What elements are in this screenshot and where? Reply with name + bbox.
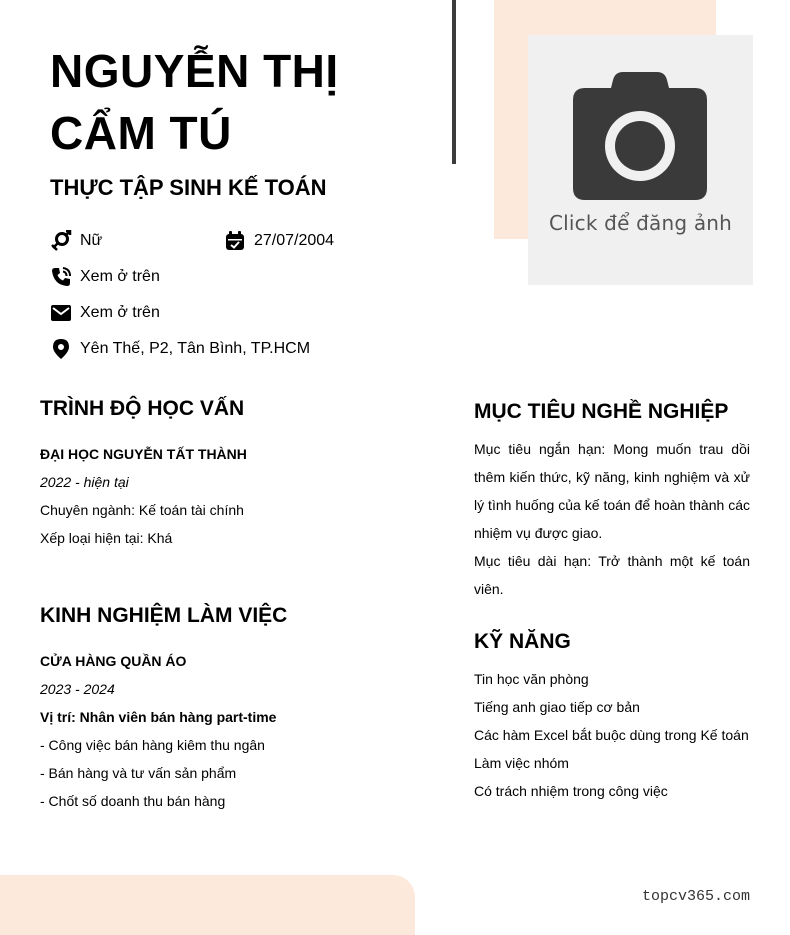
birthdate-row xyxy=(224,230,334,252)
address-value: Yên Thế, P2, Tân Bình, TP.HCM xyxy=(80,340,311,357)
footer-brand: topcv365.com xyxy=(641,888,750,905)
experience-company: CỬA HÀNG QUẦN ÁO xyxy=(40,653,187,669)
candidate-role: THỰC TẬP SINH KẾ TOÁN xyxy=(50,175,327,200)
objective-body xyxy=(474,435,750,603)
photo-upload[interactable] xyxy=(528,35,753,285)
experience-task: - Chốt số doanh thu bán hàng xyxy=(40,793,226,809)
phone-value: Xem ở trên xyxy=(80,268,160,285)
education-grade: Xếp loại hiện tại: Khá xyxy=(40,530,173,546)
decor-peach-bottom xyxy=(0,875,415,935)
phone-icon xyxy=(50,266,72,288)
gender-row xyxy=(50,230,102,252)
email-value: Xem ở trên xyxy=(80,304,160,321)
experience-task: - Công việc bán hàng kiêm thu ngân xyxy=(40,737,265,753)
experience-period: 2023 - 2024 xyxy=(40,681,115,697)
skill-item: Có trách nhiệm trong công việc xyxy=(474,783,668,799)
experience-title: KINH NGHIỆM LÀM VIỆC xyxy=(40,604,288,627)
skill-item: Các hàm Excel bắt buộc dùng trong Kế toán xyxy=(474,727,749,743)
objective-title: MỤC TIÊU NGHỀ NGHIỆP xyxy=(474,400,729,423)
skill-item: Tin học văn phòng xyxy=(474,671,589,687)
objective-short-term: Mục tiêu ngắn hạn: Mong muốn trau dồi thêm kiến thức, kỹ năng, kinh nghiệm và xử lý tình huống của kế toán để hoàn thành các nhiệm vụ được giao. xyxy=(474,441,750,541)
calendar-icon xyxy=(224,230,246,252)
header-divider xyxy=(452,0,456,164)
education-school: ĐẠI HỌC NGUYỄN TẤT THÀNH xyxy=(40,446,247,462)
gender-value: Nữ xyxy=(80,232,103,249)
birthdate-value: 27/07/2004 xyxy=(254,232,335,249)
gender-icon xyxy=(50,230,72,252)
skills-title: KỸ NĂNG xyxy=(474,630,571,653)
address-row xyxy=(50,338,310,360)
education-period: 2022 - hiện tại xyxy=(40,474,129,490)
candidate-name: NGUYỄN THỊ CẨM TÚ xyxy=(50,45,339,159)
education-major: Chuyên ngành: Kế toán tài chính xyxy=(40,502,244,518)
map-pin-icon xyxy=(50,338,72,360)
camera-icon xyxy=(573,72,707,200)
skill-item: Làm việc nhóm xyxy=(474,755,569,771)
email-row xyxy=(50,302,160,324)
photo-upload-caption: Click để đăng ảnh xyxy=(548,211,733,235)
phone-row xyxy=(50,266,160,288)
envelope-icon xyxy=(50,302,72,324)
skill-item: Tiếng anh giao tiếp cơ bản xyxy=(474,699,640,715)
experience-task: - Bán hàng và tư vấn sản phẩm xyxy=(40,765,237,781)
education-title: TRÌNH ĐỘ HỌC VẤN xyxy=(40,397,245,420)
objective-long-term: Mục tiêu dài hạn: Trở thành một kế toán viên. xyxy=(474,553,750,597)
experience-position: Vị trí: Nhân viên bán hàng part-time xyxy=(40,709,277,725)
